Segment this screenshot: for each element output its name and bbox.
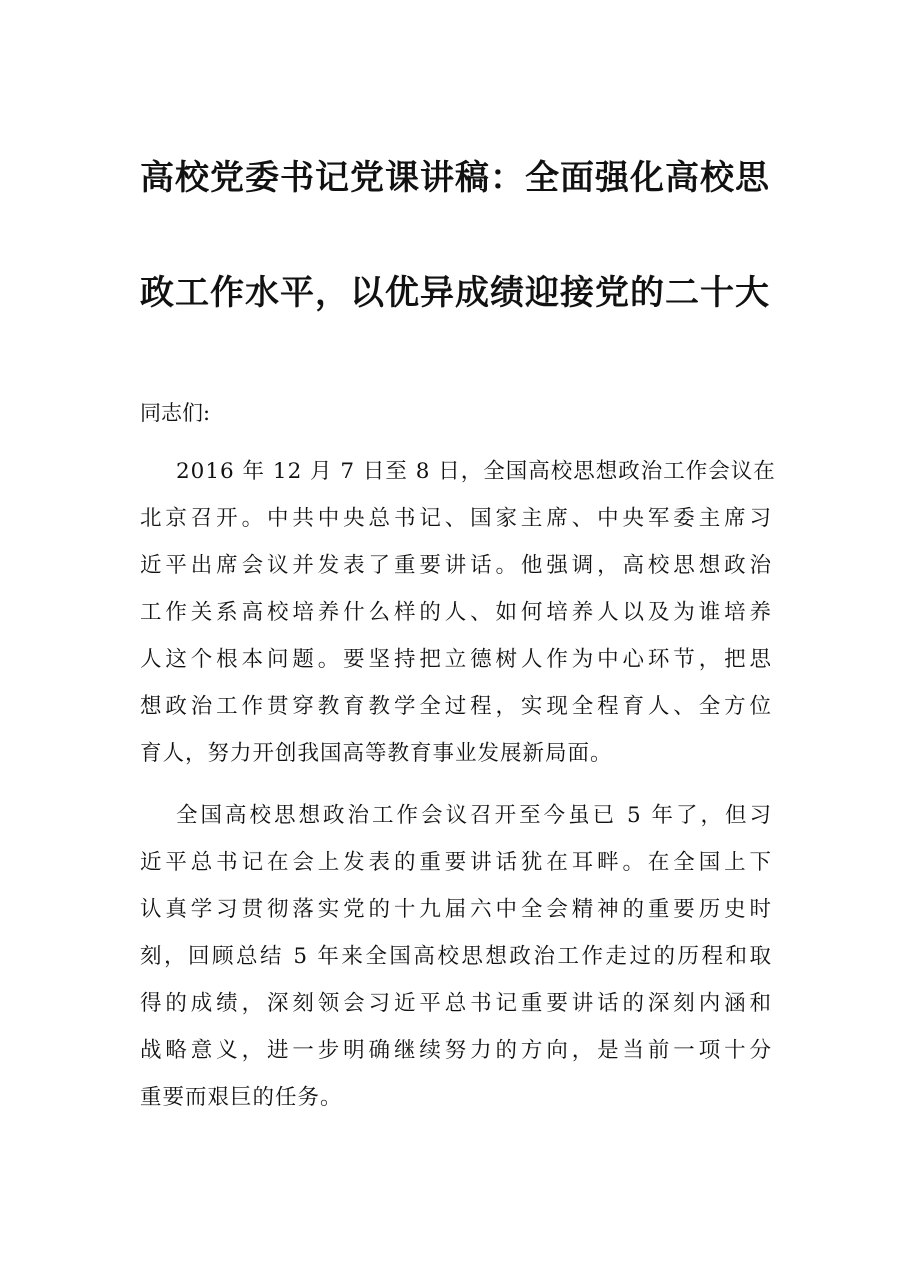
paragraph-line: 得的成绩，深刻领会习近平总书记重要讲话的深刻内涵和: [140, 991, 772, 1016]
paragraph-line: 北京召开。中共中央总书记、国家主席、中央军委主席习: [140, 506, 772, 531]
paragraph-1: [140, 448, 776, 777]
paragraph-line: 近平总书记在会上发表的重要讲话犹在耳畔。在全国上下: [140, 850, 772, 875]
paragraph-line: 认真学习贯彻落实党的十九届六中全会精神的重要历史时: [140, 897, 772, 922]
paragraph-line: 战略意义，进一步明确继续努力的方向，是当前一项十分: [140, 1038, 772, 1063]
paragraph-line: 工作关系高校培养什么样的人、如何培养人以及为谁培养: [140, 600, 772, 625]
paragraph-line: 想政治工作贯穿教育教学全过程，实现全程育人、全方位: [140, 694, 772, 719]
paragraph-line: 育人，努力开创我国高等教育事业发展新局面。: [140, 741, 613, 766]
document-title-line-1: 高校党委书记党课讲稿：全面强化高校思: [140, 158, 770, 198]
document-title-line-2: 政工作水平，以优异成绩迎接党的二十大: [140, 273, 770, 313]
paragraph-line: 全国高校思想政治工作会议召开至今虽已 5 年了，但习: [176, 803, 772, 828]
paragraph-line: 2016 年 12 月 7 日至 8 日，全国高校思想政治工作会议在: [176, 459, 776, 484]
salutation: 同志们:: [140, 401, 211, 425]
paragraph-line: 重要而艰巨的任务。: [140, 1085, 343, 1110]
paragraph-line: 刻，回顾总结 5 年来全国高校思想政治工作走过的历程和取: [140, 944, 772, 969]
paragraph-line: 近平出席会议并发表了重要讲话。他强调，高校思想政治: [140, 553, 772, 578]
paragraph-2: [140, 792, 772, 1121]
paragraph-line: 人这个根本问题。要坚持把立德树人作为中心环节，把思: [140, 647, 772, 672]
